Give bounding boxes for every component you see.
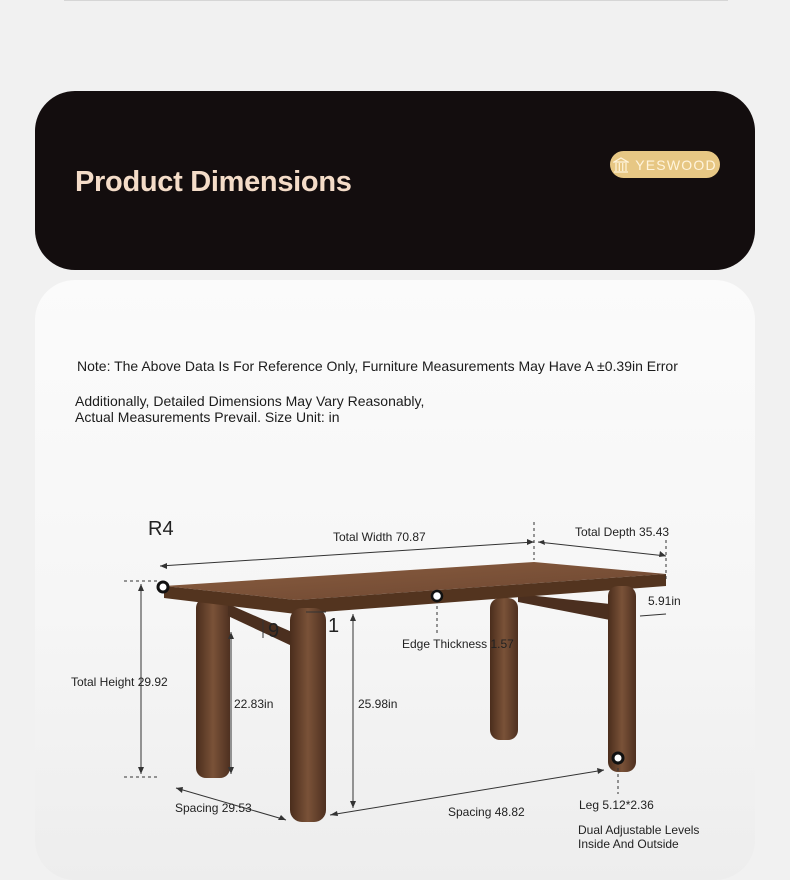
- total-height-label: Total Height 29.92: [71, 675, 168, 689]
- detail-one-label: 1: [328, 615, 340, 637]
- note-error: Note: The Above Data Is For Reference Only, Furniture Measurements May Have A ±0.39in Error: [77, 358, 678, 374]
- spacing-long-label: Spacing 48.82: [448, 805, 525, 819]
- apron-clearance-label: 22.83in: [234, 697, 274, 711]
- radius-label: R4: [148, 518, 174, 540]
- detail-nine-label: 9: [268, 620, 280, 642]
- page-title: Product Dimensions: [75, 166, 352, 198]
- edge-thickness-label: Edge Thickness 1.57: [402, 637, 514, 651]
- note-vary: Additionally, Detailed Dimensions May Vary Reasonably,: [75, 393, 425, 409]
- note-unit: Actual Measurements Prevail. Size Unit: in: [75, 409, 340, 425]
- leg-size-label: Leg 5.12*2.36: [579, 798, 654, 812]
- brand-name: YESWOOD: [635, 156, 717, 173]
- levels-label-line2: Inside And Outside: [578, 837, 679, 851]
- corner-marker: [158, 582, 168, 592]
- edge-marker: [432, 591, 442, 601]
- table-apron-right: [518, 594, 610, 620]
- leg-level-marker: [613, 753, 623, 763]
- levels-label-line1: Dual Adjustable Levels: [578, 823, 700, 837]
- total-width-label: Total Width 70.87: [333, 530, 426, 544]
- table-leg-back-right: [490, 598, 518, 740]
- table-leg-back-left: [196, 598, 230, 778]
- leg-height-label: 25.98in: [358, 697, 398, 711]
- table-leg-front-right: [608, 586, 636, 772]
- overhang-label: 5.91in: [648, 594, 681, 608]
- spacing-short-label: Spacing 29.53: [175, 801, 252, 815]
- table-leg-front-left: [290, 608, 326, 822]
- total-depth-label: Total Depth 35.43: [575, 525, 670, 539]
